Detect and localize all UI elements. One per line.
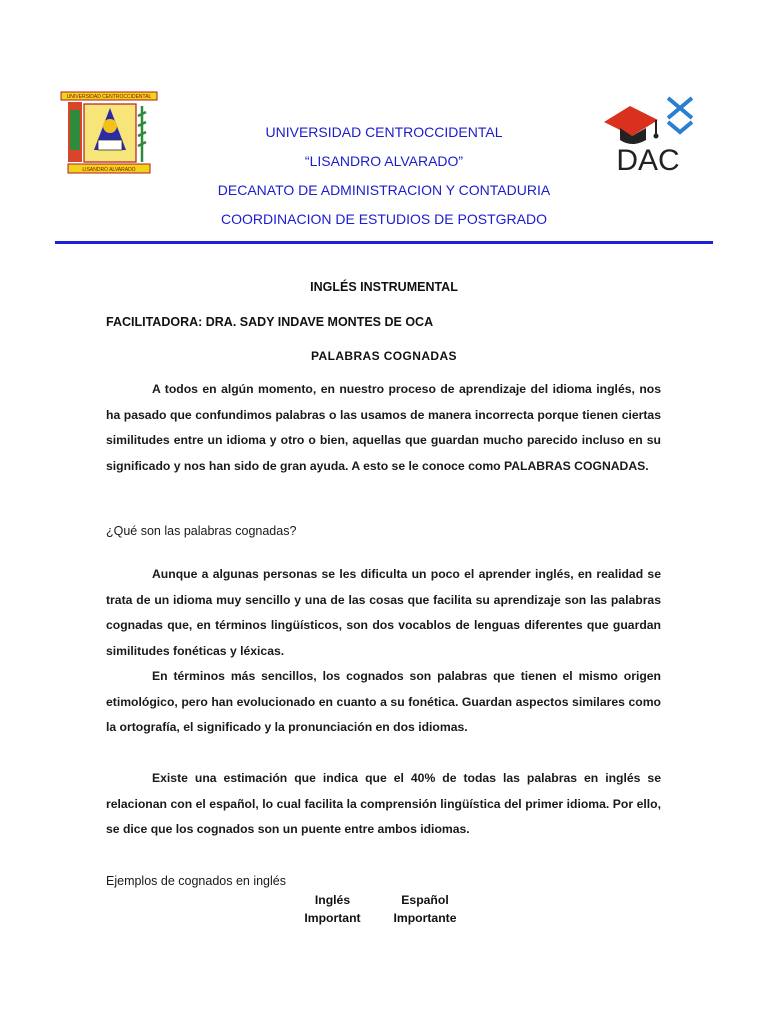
examples-table (290, 891, 480, 927)
column-header-english: Inglés (314, 893, 351, 907)
header-university-subtitle: “LISANDRO ALVARADO” (304, 153, 464, 169)
question-heading: ¿Qué son las palabras cognadas? (106, 524, 297, 538)
dac-logo-text: DAC (616, 144, 680, 174)
course-title: INGLÉS INSTRUMENTAL (310, 280, 458, 294)
examples-heading: Ejemplos de cognados en inglés (106, 874, 286, 888)
header-deanery: DECANATO DE ADMINISTRACION Y CONTADURIA (217, 182, 551, 198)
facilitator-line: FACILITADORA: DRA. SADY INDAVE MONTES DE OCA (106, 315, 434, 329)
simple-terms-paragraph: En términos más sencillos, los cognados son palabras que tienen el mismo origen etimológico, pero han evolucionado en cuanto a su fonética. Guardan aspectos similares como la ortografía, el significado y la pronunciación en dos idiomas. (106, 669, 661, 735)
university-seal-logo (58, 90, 160, 176)
seal-text-bottom: LISANDRO ALVARADO (82, 167, 136, 173)
cell-spanish: Importante (393, 911, 457, 925)
header-university-name: UNIVERSIDAD CENTROCCIDENTAL (265, 124, 503, 140)
seal-text-top: UNIVERSIDAD CENTROCCIDENTAL (66, 94, 152, 100)
intro-paragraph: A todos en algún momento, en nuestro proceso de aprendizaje del idioma inglés, nos ha pasado que confundimos palabras o las usamos de manera incorrecta porque tienen ciertas similitudes entre un idioma y otro o bien, aquellas que guardan mucho parecido incluso en su significado y nos han sido de gran ayuda. A esto se le conoce como PALABRAS COGNADAS. (106, 382, 661, 474)
dac-logo (600, 92, 698, 174)
section-title: PALABRAS COGNADAS (311, 349, 457, 363)
examples-table-header (290, 891, 480, 909)
header-divider (55, 241, 713, 244)
institution-header (160, 124, 608, 240)
estimation-paragraph: Existe una estimación que indica que el 40% de todas las palabras en inglés se relacionan con el español, lo cual facilita la comprensión lingüística del primer idioma. Por ello, se dice que los cognados son un puente entre ambos idiomas. (106, 771, 661, 837)
definition-paragraph: Aunque a algunas personas se les dificulta un poco el aprender inglés, en realidad se trata de un idioma muy sencillo y una de las cosas que facilita su aprendizaje son las palabras cognadas que, en términos lingüísticos, son dos vocablos de lenguas diferentes que guardan similitudes fonéticas y léxicas. (106, 567, 661, 659)
cell-english: Important (304, 911, 361, 925)
header-coordination: COORDINACION DE ESTUDIOS DE POSTGRADO (221, 211, 547, 227)
table-row (290, 909, 480, 927)
column-header-spanish: Español (401, 893, 449, 907)
